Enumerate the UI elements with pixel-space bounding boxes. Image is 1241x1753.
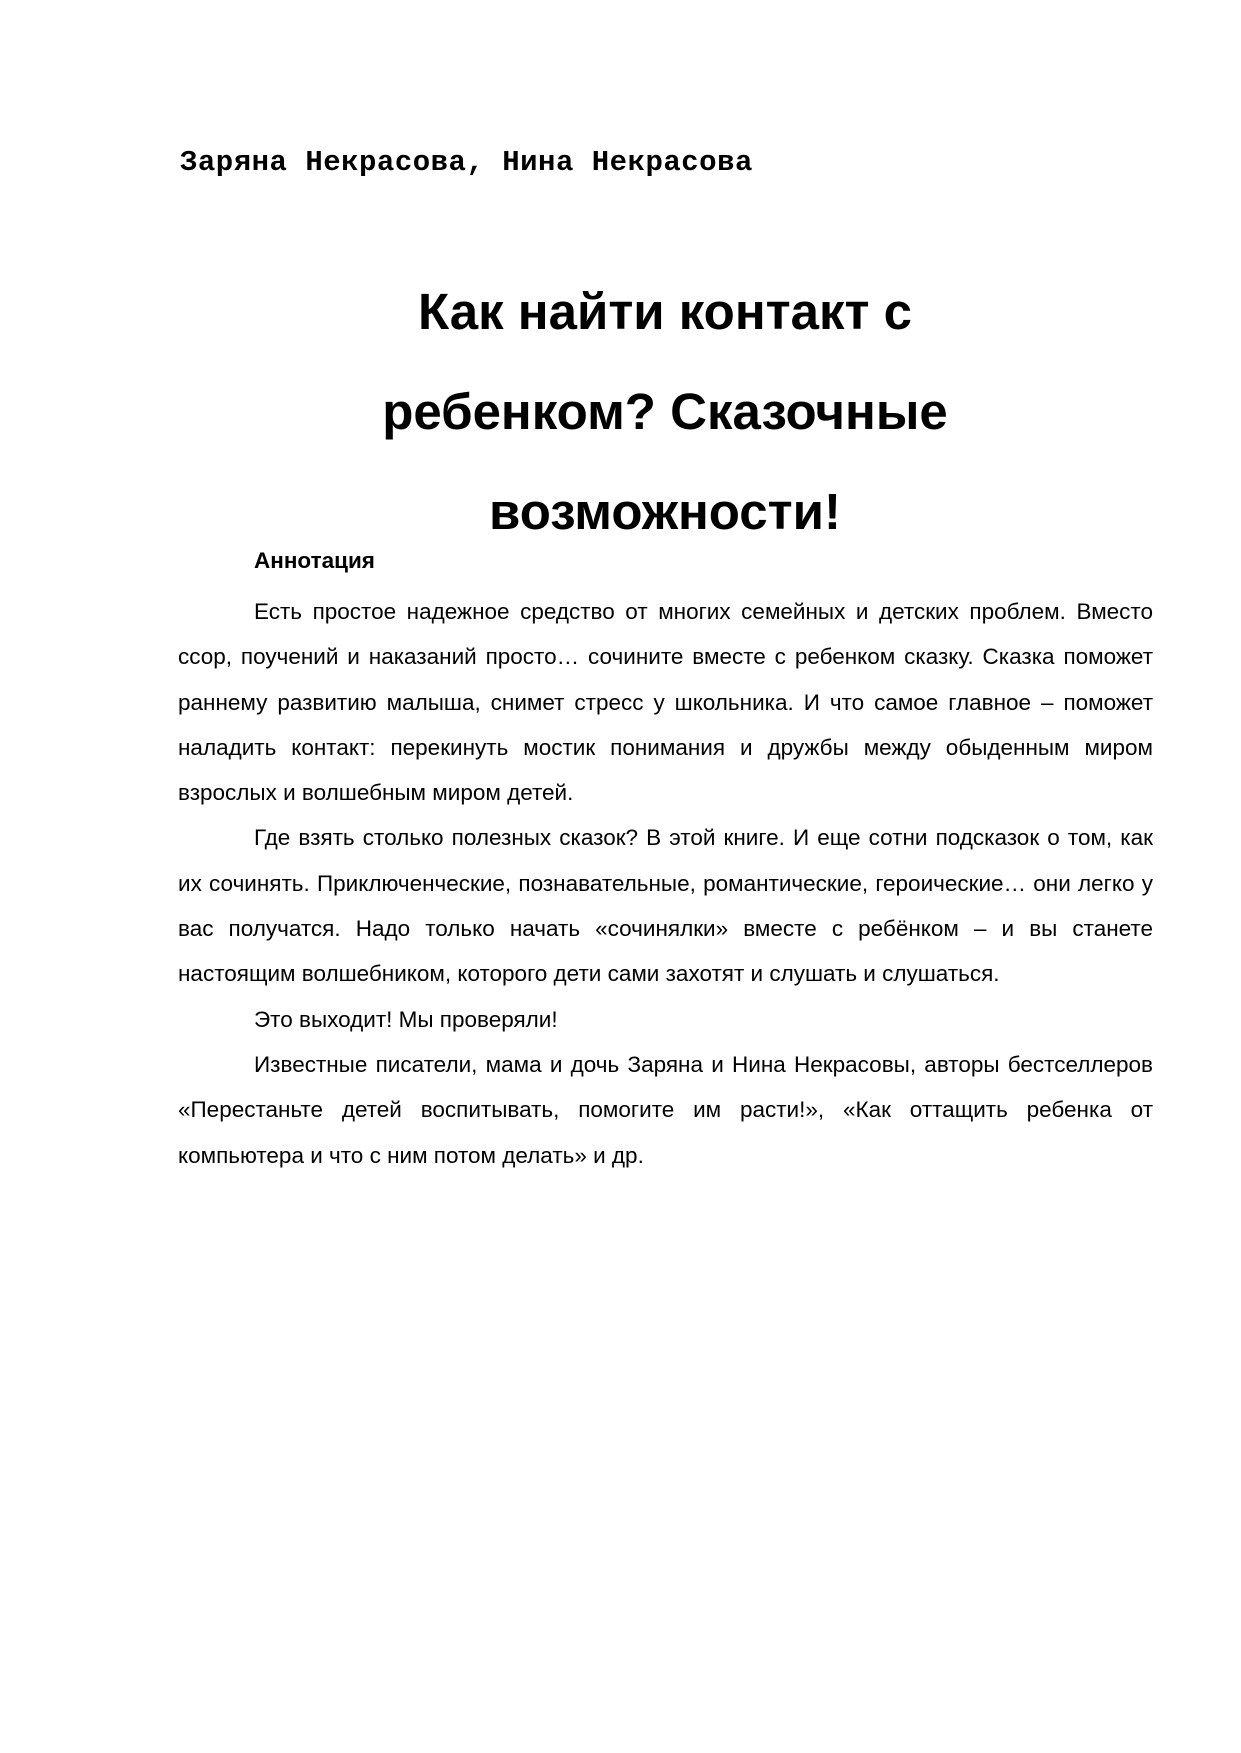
annotation-heading: Аннотация [254, 548, 375, 573]
author-line: Заряна Некрасова, Нина Некрасова [180, 146, 753, 179]
title-line: возможности! [489, 483, 841, 540]
annotation-paragraph: Известные писатели, мама и дочь Заряна и Нина Некрасовы, авторы бестселлеров «Перестаньте детей воспитывать, помогите им расти!», «Как оттащить ребенка от компьютера и что с ним потом делать» и др. [178, 1051, 1153, 1168]
annotation-paragraph: Это выходит! Мы проверяли! [254, 1006, 558, 1032]
annotation-section [178, 548, 1153, 1178]
book-title [290, 262, 1040, 562]
annotation-paragraph: Есть простое надежное средство от многих семейных и детских проблем. Вместо ссор, поучений и наказаний просто… сочините вместе с ребенком сказку. Сказка поможет раннему развитию малыша, снимет стресс у школьника. И что самое главное – поможет наладить контакт: перекинуть мостик понимания и дружбы между обыденным миром взрослых и волшебным миром детей. [178, 599, 1153, 806]
title-line: ребенком? Сказочные [382, 383, 948, 440]
annotation-paragraph: Где взять столько полезных сказок? В этой книге. И еще сотни подсказок о том, как их сочинять. Приключенческие, познавательные, романтические, героические… они легко у вас получатся. Надо только начать «сочинялки» вместе с ребёнком – и вы станете настоящим волшебником, которого дети сами захотят и слушать и слушаться. [178, 825, 1153, 987]
title-line: Как найти контакт с [417, 283, 912, 340]
